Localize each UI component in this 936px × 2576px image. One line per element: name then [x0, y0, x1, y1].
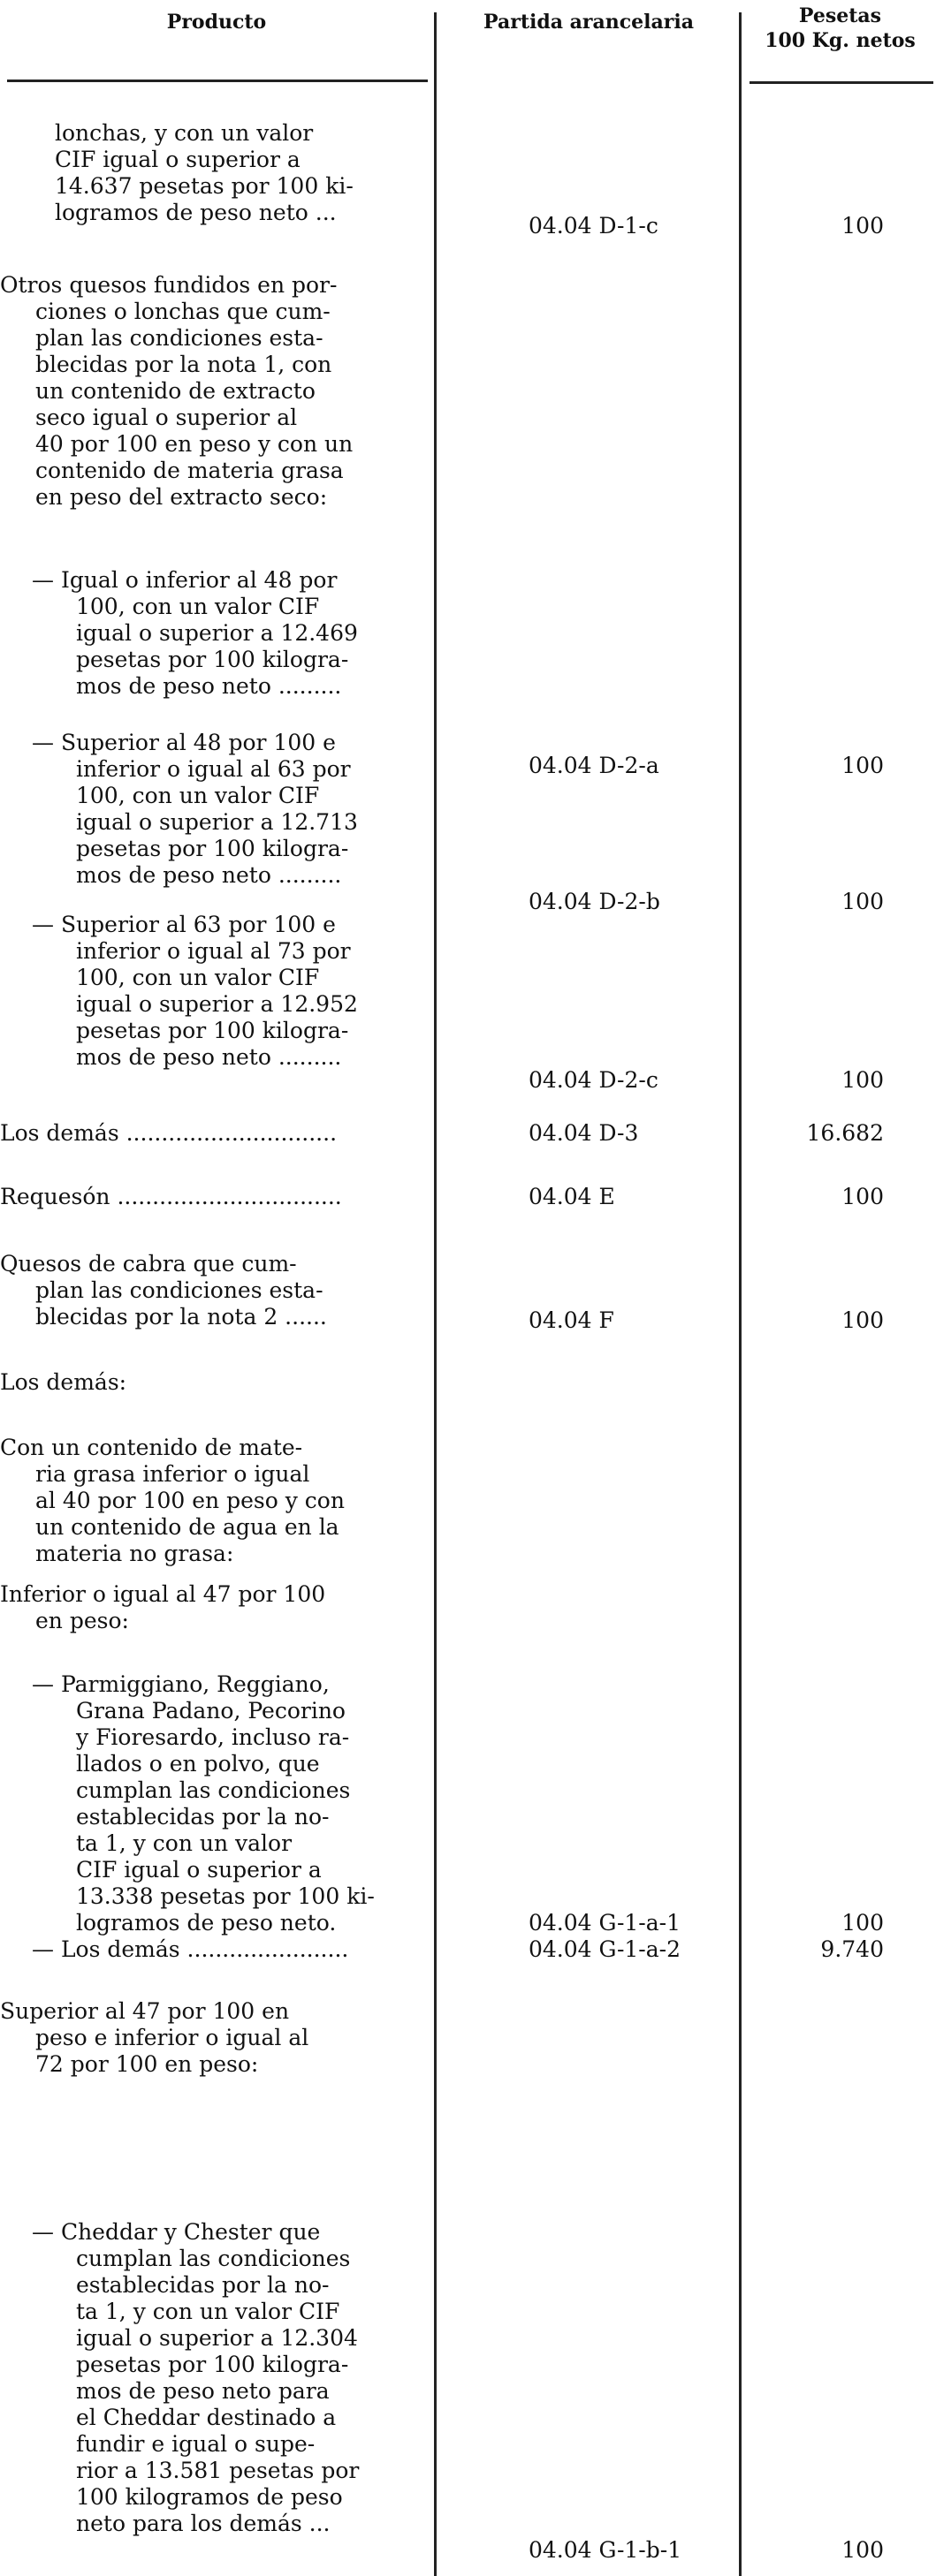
product-line: Superior al 47 por 100 en: [0, 1998, 290, 2024]
product-line: cumplan las condiciones: [76, 1777, 351, 1803]
product-line: mos de peso neto .........: [76, 862, 342, 888]
tariff-code: 04.04 G-1-a-2: [529, 1936, 681, 1962]
product-line: peso e inferior o igual al: [35, 2025, 309, 2050]
product-line: 72 por 100 en peso:: [35, 2051, 259, 2077]
product-line: establecidas por la no-: [76, 2272, 330, 2298]
product-line: Quesos de cabra que cum-: [0, 1251, 297, 1277]
pesetas-value: 100: [841, 1307, 884, 1333]
product-line: igual o superior a 12.304: [76, 2325, 358, 2351]
product-line: el Cheddar destinado a: [76, 2405, 337, 2430]
product-line: inferior o igual al 73 por: [76, 938, 351, 964]
product-line: pesetas por 100 kilogra-: [76, 836, 349, 861]
product-text: [32, 567, 430, 700]
product-line: Con un contenido de mate-: [0, 1435, 303, 1460]
product-line: al 40 por 100 en peso y con: [35, 1488, 345, 1513]
tariff-code: 04.04 F: [529, 1307, 614, 1333]
product-line: rior a 13.581 pesetas por: [76, 2458, 360, 2483]
product-line: fundir e igual o supe-: [76, 2431, 316, 2457]
product-text: [0, 1998, 430, 2078]
product-line: — Superior al 48 por 100 e: [32, 730, 336, 755]
product-line: Los demás ..............................: [0, 1120, 338, 1146]
pesetas-value: 9.740: [820, 1936, 884, 1962]
product-line: — Los demás .......................: [32, 1936, 349, 1962]
product-text: [0, 1184, 430, 1210]
product-line: ciones o lonchas que cum-: [35, 299, 331, 324]
product-line: Los demás:: [0, 1369, 127, 1395]
product-text: [32, 1671, 430, 1936]
product-line: mos de peso neto .........: [76, 673, 342, 699]
product-line: pesetas por 100 kilogra-: [76, 1018, 349, 1043]
product-line: un contenido de extracto: [35, 378, 316, 404]
product-text: [32, 2219, 430, 2537]
product-line: — Igual o inferior al 48 por: [32, 567, 338, 593]
product-text: [0, 1251, 430, 1330]
product-line: Grana Padano, Pecorino: [76, 1698, 346, 1724]
tariff-code: 04.04 D-2-c: [529, 1067, 658, 1093]
product-line: logramos de peso neto ...: [55, 200, 337, 225]
pesetas-header-line1: Pesetas: [798, 4, 882, 27]
product-line: plan las condiciones esta-: [35, 325, 323, 351]
tariff-code: 04.04 G-1-a-1: [529, 1910, 681, 1936]
product-line: blecidas por la nota 1, con: [35, 352, 332, 377]
column-divider-right: [739, 12, 742, 2576]
product-line: 14.637 pesetas por 100 ki-: [55, 173, 354, 199]
product-text: [55, 120, 430, 226]
product-line: contenido de materia grasa: [35, 458, 344, 483]
pesetas-value: 100: [841, 2537, 884, 2563]
product-line: — Cheddar y Chester que: [32, 2219, 321, 2245]
product-line: 40 por 100 en peso y con un: [35, 431, 354, 457]
tariff-code: 04.04 E: [529, 1184, 615, 1209]
column-divider-left: [434, 12, 437, 2576]
product-line: lonchas, y con un valor: [55, 120, 314, 146]
product-text: [0, 272, 430, 511]
pesetas-value: 100: [841, 889, 884, 914]
product-line: 100, con un valor CIF: [76, 594, 320, 619]
column-header-pesetas: [744, 4, 936, 53]
product-text: [32, 730, 430, 889]
product-text: [32, 912, 430, 1071]
product-line: un contenido de agua en la: [35, 1514, 339, 1540]
product-text: [0, 1581, 430, 1634]
product-line: — Superior al 63 por 100 e: [32, 912, 336, 937]
pesetas-value: 100: [841, 213, 884, 239]
product-line: Requesón ................................: [0, 1184, 342, 1209]
product-line: cumplan las condiciones: [76, 2246, 351, 2271]
product-line: pesetas por 100 kilogra-: [76, 647, 349, 672]
product-text: [0, 1435, 430, 1567]
product-line: neto para los demás ...: [76, 2511, 331, 2536]
pesetas-value: 100: [841, 753, 884, 778]
tariff-code: 04.04 D-1-c: [529, 213, 658, 239]
product-line: seco igual o superior al: [35, 405, 298, 430]
pesetas-value: 100: [841, 1067, 884, 1093]
product-line: inferior o igual al 63 por: [76, 756, 351, 782]
tariff-code: 04.04 D-2-b: [529, 889, 660, 914]
product-text: [0, 1120, 430, 1147]
header-rule-pesetas: [750, 81, 933, 84]
product-line: Otros quesos fundidos en por-: [0, 272, 338, 298]
pesetas-header-line2: 100 Kg. netos: [765, 29, 916, 52]
product-line: igual o superior a 12.469: [76, 620, 358, 646]
product-line: mos de peso neto para: [76, 2378, 330, 2404]
product-line: igual o superior a 12.713: [76, 809, 358, 835]
pesetas-value: 100: [841, 1184, 884, 1209]
pesetas-value: 16.682: [806, 1120, 884, 1146]
product-line: 100, con un valor CIF: [76, 965, 320, 990]
product-line: blecidas por la nota 2 ......: [35, 1304, 327, 1330]
product-text: [32, 1936, 430, 1963]
column-header-producto: Producto: [166, 11, 267, 34]
product-line: establecidas por la no-: [76, 1804, 330, 1830]
product-line: en peso:: [35, 1608, 129, 1633]
tariff-code: 04.04 D-2-a: [529, 753, 659, 778]
tariff-code: 04.04 G-1-b-1: [529, 2537, 682, 2563]
product-line: plan las condiciones esta-: [35, 1277, 323, 1303]
product-line: 13.338 pesetas por 100 ki-: [76, 1883, 375, 1909]
product-line: 100 kilogramos de peso: [76, 2484, 343, 2510]
pesetas-value: 100: [841, 1910, 884, 1936]
product-line: en peso del extracto seco:: [35, 484, 328, 510]
product-line: — Parmiggiano, Reggiano,: [32, 1671, 330, 1697]
product-line: ta 1, y con un valor CIF: [76, 2299, 340, 2324]
product-line: ta 1, y con un valor: [76, 1830, 293, 1856]
column-header-partida: Partida arancelaria: [483, 11, 694, 34]
product-line: materia no grasa:: [35, 1541, 234, 1566]
product-line: 100, con un valor CIF: [76, 783, 320, 808]
product-line: pesetas por 100 kilogra-: [76, 2352, 349, 2377]
product-line: mos de peso neto .........: [76, 1044, 342, 1070]
product-line: logramos de peso neto.: [76, 1910, 337, 1936]
product-line: y Fioresardo, incluso ra-: [76, 1724, 350, 1750]
product-text: [0, 1369, 430, 1396]
product-line: ria grasa inferior o igual: [35, 1461, 310, 1487]
product-line: igual o superior a 12.952: [76, 991, 358, 1017]
tariff-code: 04.04 D-3: [529, 1120, 639, 1146]
product-line: CIF igual o superior a: [76, 1857, 322, 1883]
header-rule-producto: [7, 80, 428, 82]
product-line: CIF igual o superior a: [55, 147, 301, 172]
product-line: Inferior o igual al 47 por 100: [0, 1581, 326, 1607]
product-line: llados o en polvo, que: [76, 1751, 320, 1777]
